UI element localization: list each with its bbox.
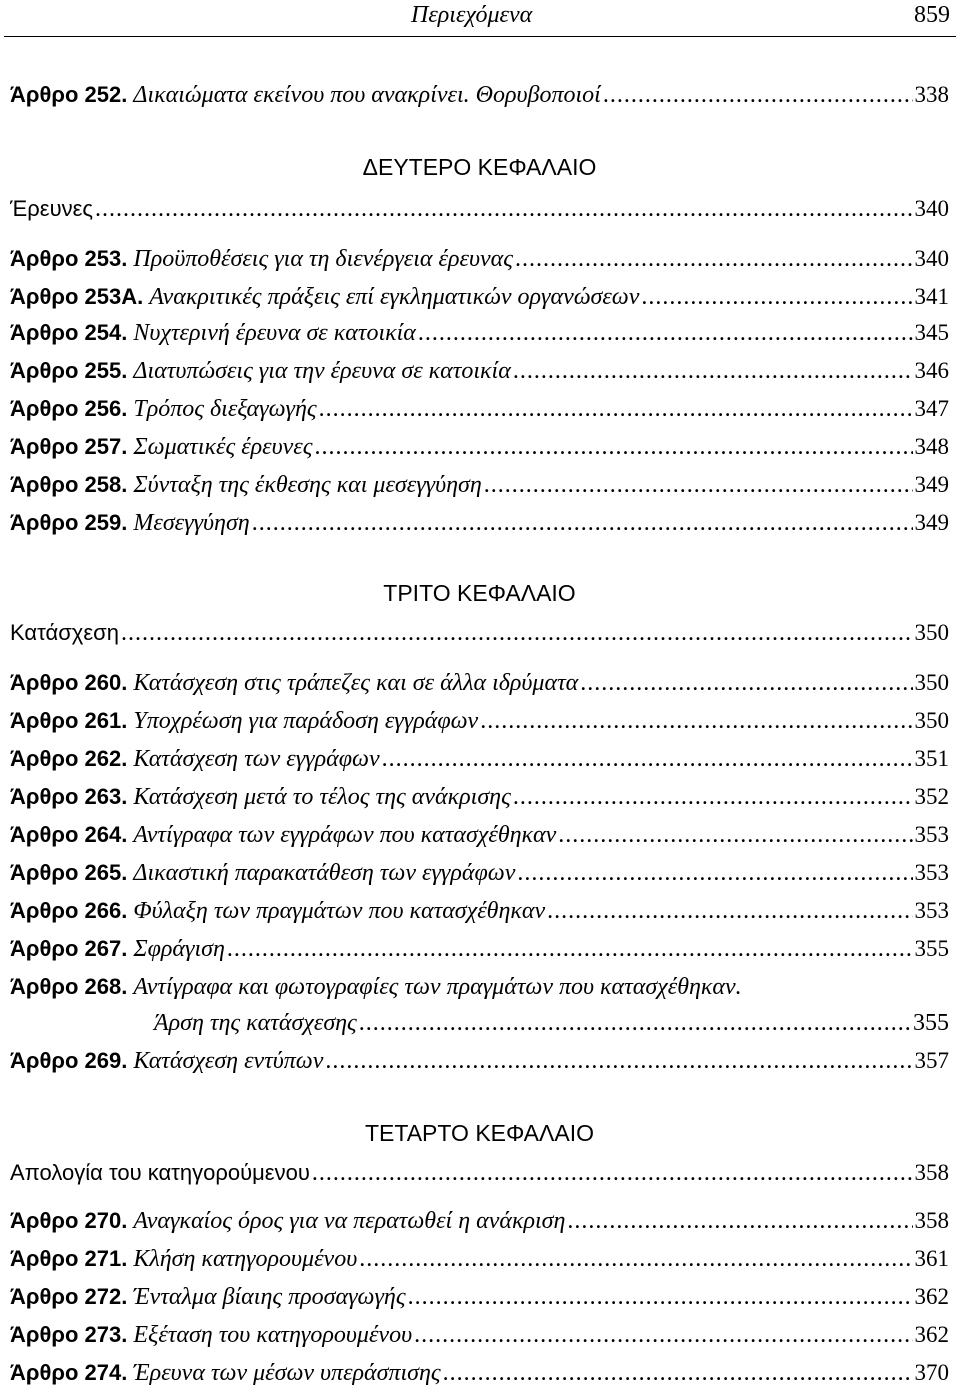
toc-entry[interactable] xyxy=(10,784,949,816)
toc-section-entry[interactable] xyxy=(10,620,949,652)
article-number: Άρθρο 257. xyxy=(10,434,128,459)
article-number: Άρθρο 265. xyxy=(10,860,128,885)
article-number: Άρθρο 268. xyxy=(10,974,128,999)
article-title: Ανακριτικές πράξεις επί εγκληματικών οργανώσεων xyxy=(149,284,640,310)
dot-leader xyxy=(315,434,913,461)
article-number: Άρθρο 270. xyxy=(10,1208,128,1233)
running-title: Περιεχόμενα xyxy=(411,2,533,28)
article-title: Έρευνα των μέσων υπεράσπισης xyxy=(133,1360,441,1386)
page-ref: 338 xyxy=(914,82,949,107)
page-ref: 350 xyxy=(914,708,949,733)
toc-entry[interactable] xyxy=(10,358,949,390)
article-number: Άρθρο 252. xyxy=(10,82,128,107)
page-ref: 353 xyxy=(914,822,949,847)
article-title: Σύνταξη της έκθεσης και μεσεγγύηση xyxy=(133,472,482,498)
dot-leader xyxy=(515,246,913,273)
article-title: Υποχρέωση για παράδοση εγγράφων xyxy=(133,708,479,734)
article-title: Φύλαξη των πραγμάτων που κατασχέθηκαν xyxy=(133,898,546,924)
dot-leader xyxy=(484,472,913,499)
page-ref: 362 xyxy=(914,1322,949,1347)
dot-leader xyxy=(408,1284,913,1311)
article-number: Άρθρο 253. xyxy=(10,246,128,271)
chapter-heading: ΤΡΙΤΟ ΚΕΦΑΛΑΙΟ xyxy=(383,580,576,606)
dot-leader xyxy=(517,860,912,887)
page-ref: 352 xyxy=(914,784,949,809)
dot-leader xyxy=(513,784,913,811)
toc-entry[interactable] xyxy=(10,746,949,778)
dot-leader xyxy=(418,320,913,347)
article-number: Άρθρο 256. xyxy=(10,396,128,421)
toc-entry[interactable] xyxy=(10,974,949,1006)
article-number: Άρθρο 253Α. xyxy=(10,284,144,309)
section-title: Κατάσχεση xyxy=(10,620,119,645)
dot-leader xyxy=(567,1208,912,1235)
page-ref: 358 xyxy=(914,1160,949,1185)
article-title: Δικαιώματα εκείνου που ανακρίνει. Θορυβοποιοί xyxy=(133,82,601,108)
page-ref: 349 xyxy=(914,472,949,497)
article-number: Άρθρο 273. xyxy=(10,1322,128,1347)
dot-leader xyxy=(252,510,913,537)
article-number: Άρθρο 258. xyxy=(10,472,128,497)
page-ref: 361 xyxy=(914,1246,949,1271)
article-number: Άρθρο 263. xyxy=(10,784,128,809)
toc-entry[interactable] xyxy=(10,822,949,854)
page-ref: 350 xyxy=(914,670,949,695)
page-ref: 345 xyxy=(914,320,949,345)
dot-leader xyxy=(312,1160,913,1187)
article-title: Αντίγραφα και φωτογραφίες των πραγμάτων που κατασχέθηκαν. xyxy=(133,974,742,1000)
toc-entry[interactable] xyxy=(10,510,949,542)
article-title: Προϋποθέσεις για τη διενέργεια έρευνας xyxy=(133,246,513,272)
page-ref: 357 xyxy=(914,1048,949,1073)
article-title: Κλήση κατηγορουμένου xyxy=(133,1246,358,1272)
article-title: Αντίγραφα των εγγράφων που κατασχέθηκαν xyxy=(133,822,557,848)
dot-leader xyxy=(359,1010,911,1037)
page-ref: 358 xyxy=(914,1208,949,1233)
dot-leader xyxy=(325,1048,912,1075)
page-number: 859 xyxy=(914,2,950,28)
toc-entry[interactable] xyxy=(10,82,949,114)
page-ref: 370 xyxy=(914,1360,949,1385)
dot-leader xyxy=(641,284,912,311)
article-number: Άρθρο 267. xyxy=(10,936,128,961)
toc-entry-continuation[interactable] xyxy=(154,1010,949,1042)
toc-section-entry[interactable] xyxy=(10,1160,949,1192)
article-number: Άρθρο 255. xyxy=(10,358,128,383)
page-ref: 348 xyxy=(914,434,949,459)
page-header xyxy=(0,0,960,38)
page-ref: 355 xyxy=(913,1010,949,1036)
page-ref: 340 xyxy=(914,196,949,221)
article-title-continuation: Άρση της κατάσχεσης xyxy=(154,1010,357,1036)
article-title: Κατάσχεση στις τράπεζες και σε άλλα ιδρύματα xyxy=(133,670,579,696)
toc-entry[interactable] xyxy=(10,1048,949,1080)
article-number: Άρθρο 254. xyxy=(10,320,128,345)
dot-leader xyxy=(382,746,913,773)
article-number: Άρθρο 264. xyxy=(10,822,128,847)
dot-leader xyxy=(319,396,913,423)
toc-entry[interactable] xyxy=(10,708,949,740)
chapter-heading: ΔΕΥΤΕΡΟ ΚΕΦΑΛΑΙΟ xyxy=(362,154,597,180)
section-title: Έρευνες xyxy=(10,196,94,221)
page-ref: 350 xyxy=(914,620,949,645)
article-title: Ένταλμα βίαιης προσαγωγής xyxy=(133,1284,406,1310)
article-title: Σφράγιση xyxy=(133,936,225,962)
page-ref: 355 xyxy=(914,936,949,961)
article-title: Δικαστική παρακατάθεση των εγγράφων xyxy=(133,860,516,886)
dot-leader xyxy=(558,822,912,849)
page-ref: 351 xyxy=(914,746,949,771)
page-ref: 346 xyxy=(914,358,949,383)
dot-leader xyxy=(414,1322,912,1349)
toc-entry[interactable] xyxy=(10,284,949,316)
toc-entry[interactable] xyxy=(10,396,949,428)
article-number: Άρθρο 259. xyxy=(10,510,128,535)
article-title: Διατυπώσεις για την έρευνα σε κατοικία xyxy=(133,358,511,384)
page-ref: 349 xyxy=(914,510,949,535)
toc-entry[interactable] xyxy=(10,898,949,930)
page-ref: 347 xyxy=(914,396,949,421)
toc-entry[interactable] xyxy=(10,1208,949,1240)
article-title: Εξέταση του κατηγορουμένου xyxy=(133,1322,413,1348)
page-ref: 362 xyxy=(914,1284,949,1309)
toc-entry[interactable] xyxy=(10,1360,949,1392)
toc-entry[interactable] xyxy=(10,1322,949,1354)
dot-leader xyxy=(95,196,912,223)
dot-leader xyxy=(480,708,912,735)
toc-entry[interactable] xyxy=(10,472,949,504)
article-number: Άρθρο 271. xyxy=(10,1246,128,1271)
toc-entry[interactable] xyxy=(10,1246,949,1278)
dot-leader xyxy=(513,358,913,385)
article-number: Άρθρο 261. xyxy=(10,708,128,733)
page-ref: 353 xyxy=(914,860,949,885)
article-title: Νυχτερινή έρευνα σε κατοικία xyxy=(133,320,416,346)
article-title: Κατάσχεση μετά το τέλος της ανάκρισης xyxy=(133,784,511,810)
article-number: Άρθρο 269. xyxy=(10,1048,128,1073)
article-title: Μεσεγγύηση xyxy=(133,510,250,536)
toc-entry[interactable] xyxy=(10,860,949,892)
article-number: Άρθρο 266. xyxy=(10,898,128,923)
dot-leader xyxy=(121,620,913,647)
toc-entry[interactable] xyxy=(10,434,949,466)
article-number: Άρθρο 272. xyxy=(10,1284,128,1309)
toc-section-entry[interactable] xyxy=(10,196,949,228)
dot-leader xyxy=(603,82,913,109)
article-title: Κατάσχεση των εγγράφων xyxy=(133,746,380,772)
dot-leader xyxy=(580,670,912,697)
page-ref: 353 xyxy=(914,898,949,923)
toc-entry[interactable] xyxy=(10,936,949,968)
article-number: Άρθρο 262. xyxy=(10,746,128,771)
article-number: Άρθρο 274. xyxy=(10,1360,128,1385)
section-title: Απολογία του κατηγορούμενου xyxy=(10,1160,310,1185)
dot-leader xyxy=(547,898,912,925)
toc-entry[interactable] xyxy=(10,670,949,702)
page-ref: 341 xyxy=(914,284,949,309)
toc-entry[interactable] xyxy=(10,246,949,278)
article-title: Αναγκαίος όρος για να περατωθεί η ανάκριση xyxy=(133,1208,566,1234)
header-rule xyxy=(4,36,956,37)
article-title: Σωματικές έρευνες xyxy=(133,434,313,460)
page-ref: 340 xyxy=(914,246,949,271)
article-title: Κατάσχεση εντύπων xyxy=(133,1048,324,1074)
chapter-heading: ΤΕΤΑΡΤΟ ΚΕΦΑΛΑΙΟ xyxy=(364,1120,595,1146)
toc-entry[interactable] xyxy=(10,320,949,352)
dot-leader xyxy=(443,1360,913,1387)
article-number: Άρθρο 260. xyxy=(10,670,128,695)
article-title: Τρόπος διεξαγωγής xyxy=(133,396,317,422)
toc-entry[interactable] xyxy=(10,1284,949,1316)
dot-leader xyxy=(359,1246,912,1273)
dot-leader xyxy=(227,936,913,963)
